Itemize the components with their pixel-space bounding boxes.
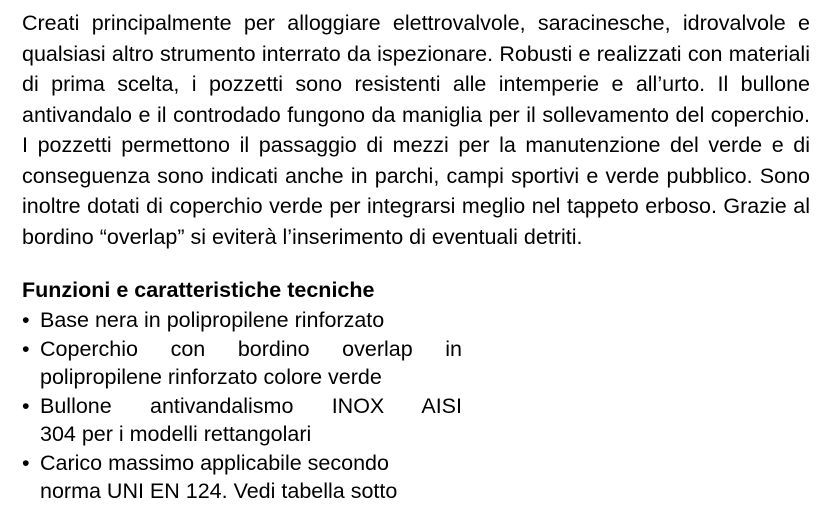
list-item-line: Bullone antivandalismo INOX AISI (40, 393, 462, 418)
list-item (22, 392, 462, 449)
list-item-line: Carico massimo applicabile secondo (40, 450, 389, 475)
features-list (22, 306, 462, 506)
list-item-text (40, 449, 462, 506)
list-item (22, 335, 462, 392)
list-item-line: Base nera in polipropilene rinforzato (40, 308, 385, 332)
list-item-text (40, 335, 462, 392)
intro-paragraph-block (22, 8, 810, 252)
list-item-text (40, 306, 462, 335)
section-heading: Funzioni e caratteristiche tecniche (22, 278, 375, 302)
list-item-line: Coperchio con bordino overlap in (40, 336, 462, 361)
bullet-icon: • (22, 308, 30, 332)
intro-paragraph: Creati principalmente per alloggiare elettrovalvole, saracinesche, idrovalvole e qualsiasi altro strumento interrato da ispezionare. Robusti e realizzati con materiali di prima scelta, i pozzetti sono resistenti alle intemperie e all’urto. Il bullone antivandalo e il controdado fungono da maniglia per il sollevamento del coperchio. I pozzetti permettono il passaggio di mezzi per la manutenzione del verde e di conseguenza sono indicati anche in parchi, campi sportivi e verde pubblico. Sono inoltre dotati di coperchio verde per integrarsi meglio nel tappeto erboso. Grazie al bordino “overlap” si eviterà l’inserimento di eventuali detriti. (22, 11, 810, 249)
list-item (22, 306, 462, 335)
list-item-text (40, 392, 462, 449)
list-item-line: norma UNI EN 124. Vedi tabella sotto (40, 479, 398, 503)
bullet-icon: • (22, 336, 30, 361)
bullet-icon: • (22, 450, 30, 475)
list-item (22, 449, 462, 506)
list-item-line: polipropilene rinforzato colore verde (40, 365, 382, 389)
bullet-icon: • (22, 393, 30, 418)
list-item-line: 304 per i modelli rettangolari (40, 422, 312, 446)
